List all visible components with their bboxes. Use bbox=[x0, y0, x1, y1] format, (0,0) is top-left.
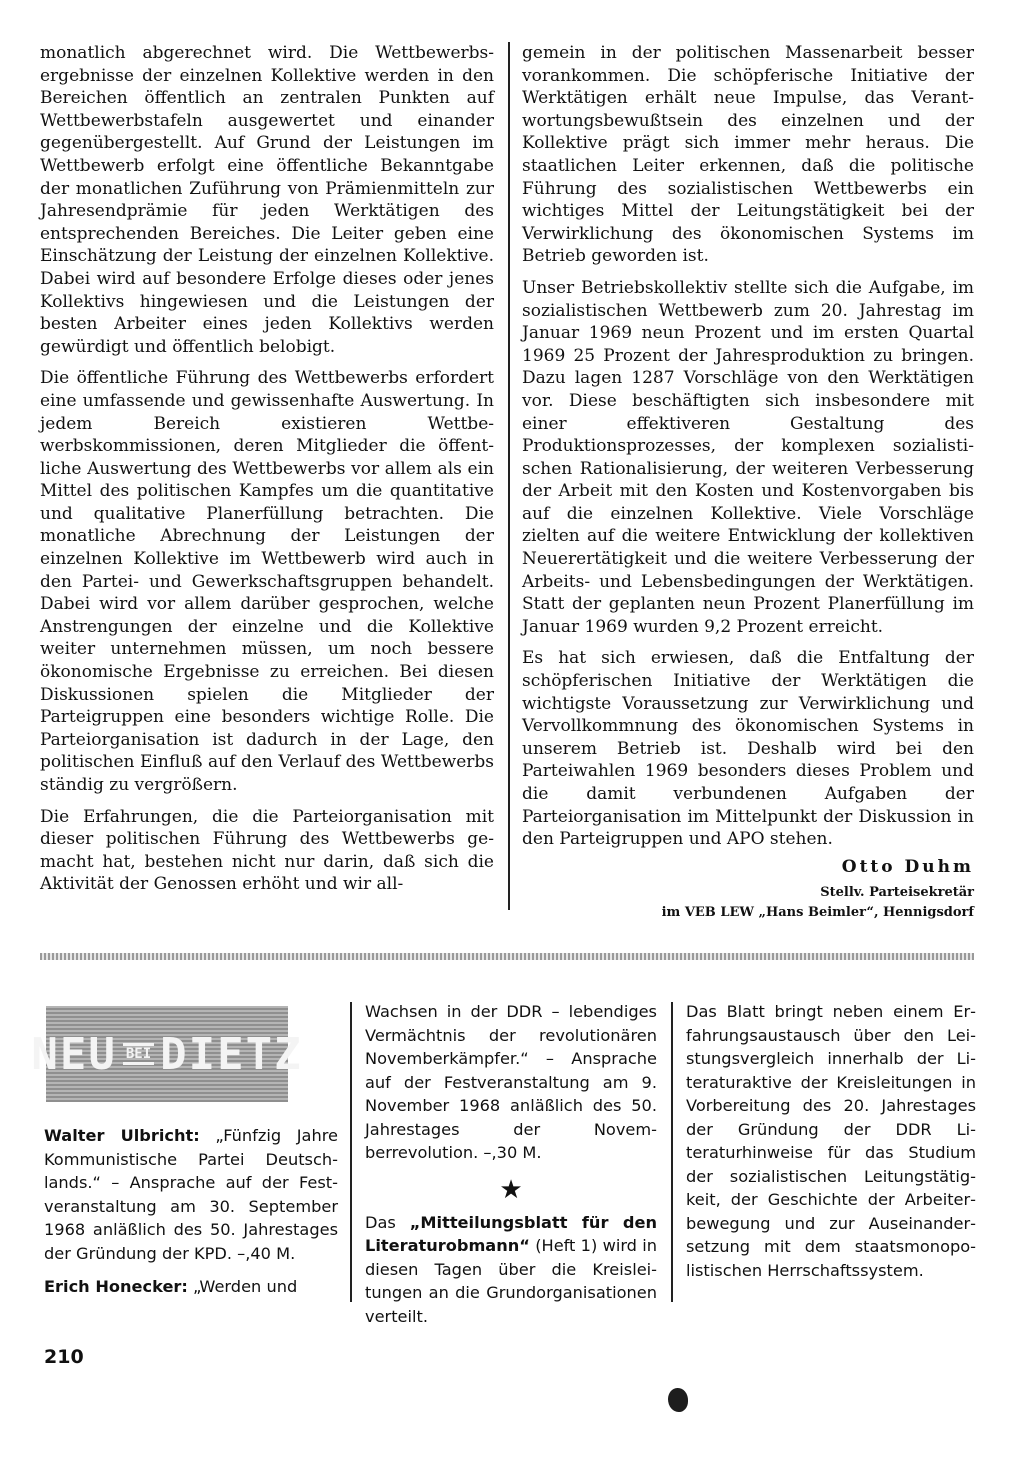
notice-item bbox=[44, 1275, 338, 1299]
article-paragraph: Unser Betriebskollektiv stellte sich die Aufgabe, im sozialistischen Wettbewerb zum 20. Jahrestag im Januar 1969 neun Prozent und im ersten Quartal 1969 25 Prozent der Jahresproduktion zu bringen. Dazu lagen 1287 Vorschläge von den Werktätigen vor. Diese beschäftigten sich insbesondere mit einer effektiveren Gestaltung des Produktionsprozesses, der komplexen sozialistischen Rationalisierung, der weiteren Verbesserung der Arbeit mit den Kosten und Kostenvorgaben bis auf die einzelnen Kollektive. Viele Vorschläge zielten auf die weitere Entwicklung der kollektiven Neuerertätigkeit und die weitere Verbesserung der Arbeits- und Lebensbedingungen der Werktätigen. Statt der geplanten neun Prozent Planerfüllung im Januar 1969 wurden 9,2 Prozent erreicht. bbox=[522, 277, 974, 637]
section-divider bbox=[40, 953, 974, 960]
notice-text: Wachsen in der DDR – lebendiges Vermächtnis der revolutionären Novemberkämpfer.“ – Ansprache auf der Festveranstaltung am 9. November 1968 anläßlich des 50. Jahrestages der Novemberrevolution. –,30 M. bbox=[365, 1002, 657, 1162]
notice-middle-column bbox=[365, 1000, 657, 1338]
article-paragraph: Die Erfahrungen, die die Parteiorganisation mit dieser politischen Führung des Wettbewerbs gemacht hat, bestehen nicht nur darin, daß sich die Aktivität der Genossen erhöht und wir all- bbox=[40, 806, 494, 895]
star-icon: ★ bbox=[499, 1174, 523, 1205]
notice-text: „Fünfzig Jahre Kommunistische Partei Deutschlands.“ – Ansprache auf der Festveranstaltung am 30. September 1968 anläßlich des 50. Jahrestages der Gründung der KPD. –,40 M. bbox=[44, 1126, 338, 1263]
column-rule bbox=[508, 42, 510, 910]
article-paragraph: Es hat sich erwiesen, daß die Entfaltung der schöpferischen Initiative der Werktätigen die wichtigste Voraussetzung zur Verwirklichung und Vervollkommnung des ökonomischen Systems in unserem Betrieb ist. Deshalb wird bei den Parteiwahlen 1969 besonders dieses Problem und die damit verbundenen Aufgaben der Parteiorganisation im Mittelpunkt der Diskussion in den Parteigruppen und APO stehen. bbox=[522, 648, 974, 850]
column-rule bbox=[671, 1002, 673, 1302]
signature-role-line: Stellv. Parteisekretär bbox=[820, 884, 974, 900]
notice-author: Walter Ulbricht: bbox=[44, 1126, 200, 1145]
notice-item bbox=[44, 1124, 338, 1265]
ink-blot-mark bbox=[668, 1388, 688, 1412]
column-rule bbox=[350, 1002, 352, 1302]
signature-role-line: im VEB LEW „Hans Beimler“, Hennigsdorf bbox=[661, 904, 974, 920]
notice-right-column bbox=[686, 1000, 976, 1292]
article-right-column bbox=[522, 42, 974, 923]
signature bbox=[522, 857, 974, 923]
notice-text: (Heft 1) wird in diesen Tagen über die Kreisleitungen an die Grundorganisationen verteilt. bbox=[365, 1236, 657, 1326]
notice-text: Das bbox=[365, 1212, 410, 1232]
article-paragraph: gemein in der politischen Massenarbeit besser vorankommen. Die schöpferische Initiative der Werktätigen erhält neue Impulse, das Verantwortungsbewußtsein des einzelnen und der Kollektive prägt sich immer mehr heraus. Die staatlichen Leiter erkennen, daß die politische Führung des sozialistischen Wettbewerbs ein wichtiges Mittel der Leitungstätigkeit bei der Verwirklichung des ökonomischen Systems im Betrieb geworden ist. bbox=[522, 43, 974, 267]
notice-author: Erich Honecker: bbox=[44, 1277, 188, 1296]
signature-name: Otto Duhm bbox=[841, 856, 974, 877]
article-paragraph: Die öffentliche Führung des Wettbewerbs erfordert eine umfassende und gewissenhafte Auswertung. In jedem Bereich existieren Wettbewerbskommissionen, deren Mitglieder die öffentliche Auswertung des Wettbewerbs vor allem als ein Mittel des politischen Kampfes um die quantitative und qualitative Planerfüllung betrachten. Die monatliche Abrechnung der Leistungen der einzelnen Kollektive im Wettbewerb wird auch in den Partei- und Gewerkschaftsgruppen behandelt. Dabei wird vor allem darüber gesprochen, welche Anstrengungen der einzelne und die Kollektive weiter unternehmen müssen, um noch bessere ökonomische Ergebnisse zu erreichen. Bei diesen Diskussionen spielen die Mitglieder der Parteigruppen eine besonders wichtige Rolle. Die Parteiorganisation ist dadurch in der Lage, den politischen Einfluß auf den Verlauf des Wettbewerbs ständig zu vergrößern. bbox=[40, 368, 494, 795]
article-left-column bbox=[40, 42, 494, 905]
article-paragraph: monatlich abgerechnet wird. Die Wettbewerbsergebnisse der einzelnen Kollektive werden in den Bereichen öffentlich an zentralen Punkten auf Wettbewerbstafeln ausgewertet und einander gegenübergestellt. Auf Grund der Leistungen im Wettbewerb erfolgt eine öffentliche Bekanntgabe der monatlichen Zuführung von Prämienmitteln zur Jahresendprämie für jeden Werktätigen des entsprechenden Bereiches. Die Leiter geben eine Einschätzung der Leistung der einzelnen Kollektive. Dabei wird auf besondere Erfolge dieses oder jenes Kollektivs hingewiesen und die Leistungen der besten Arbeiter eines jeden Kollektivs werden gewürdigt und öffentlich belobigt. bbox=[40, 43, 494, 357]
notice-text: Das Blatt bringt neben einem Erfahrungsaustausch über den Leistungsvergleich innerhalb der Literaturaktive der Kreisleitungen in Vorbereitung des 20. Jahrestages der Gründung der DDR Literaturhinweise für das Studium der sozialistischen Leitungstätigkeit, der Geschichte der Arbeiterbewegung und zur Auseinandersetzung mit dem staatsmonopolistischen Herrschaftssystem. bbox=[686, 1002, 976, 1280]
notice-title: „Mitteilungsblatt für den Literaturobmann“ bbox=[365, 1212, 657, 1255]
notice-left-column bbox=[31, 1000, 338, 1309]
notice-item bbox=[365, 1211, 657, 1329]
notice-text: „Werden und bbox=[187, 1277, 298, 1296]
page-number: 210 bbox=[44, 1346, 84, 1368]
signature-role bbox=[522, 883, 974, 923]
neu-bei-dietz-logo: NEU BEI DIETZ bbox=[46, 1006, 288, 1102]
